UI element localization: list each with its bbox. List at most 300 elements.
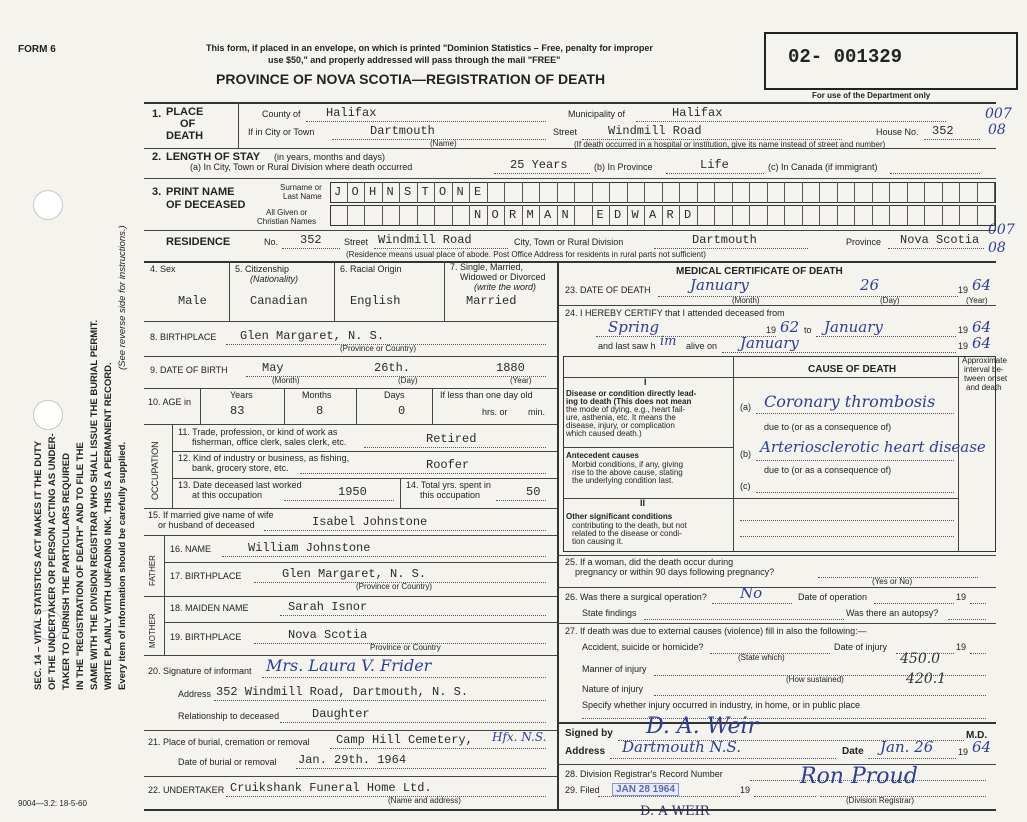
residence-street: Windmill Road bbox=[378, 233, 472, 247]
city-value: Dartmouth bbox=[370, 124, 435, 138]
undertaker-line bbox=[226, 796, 546, 797]
residence-province-label: Province bbox=[846, 237, 882, 247]
other-3: related to the disease or condi- bbox=[572, 529, 682, 538]
specify-label: Specify whether injury occurred in industry, in home, or in public place bbox=[582, 700, 860, 710]
place-num: 1. bbox=[152, 108, 162, 120]
marital-value: Married bbox=[466, 294, 517, 308]
surname-cell bbox=[558, 182, 576, 203]
rule bbox=[144, 535, 557, 536]
surname-cell bbox=[610, 182, 628, 203]
q23-month: January bbox=[690, 276, 749, 294]
dob-day: 26th. bbox=[374, 361, 411, 375]
rule bbox=[144, 776, 557, 777]
rule bbox=[144, 508, 557, 509]
interval-4: and death bbox=[966, 383, 1002, 392]
sig-address-label: Address bbox=[565, 746, 606, 757]
q26-value: No bbox=[740, 584, 763, 602]
dept-code-3: 007 bbox=[988, 222, 1015, 238]
side-text-line-3: TAKER TO FURNISH THE PARTICULARS REQUIRED bbox=[61, 453, 72, 690]
birthplace-caption: (Province or Country) bbox=[340, 344, 417, 353]
house-label: House No. bbox=[876, 127, 919, 137]
q23-label: 23. DATE OF DEATH bbox=[565, 285, 651, 295]
q13-line bbox=[284, 500, 394, 501]
registrar-caption: (Division Registrar) bbox=[846, 796, 915, 805]
physician-signature: D. A. Weir bbox=[646, 714, 759, 739]
marital-label-3: (write the word) bbox=[474, 282, 537, 292]
ante-2: Morbid conditions, if any, giving bbox=[572, 460, 684, 469]
surname-cell bbox=[680, 182, 698, 203]
direct-6: which caused death.) bbox=[566, 429, 642, 438]
alive-on-line bbox=[722, 352, 956, 353]
binder-hole bbox=[33, 190, 63, 220]
state-findings-label: State findings bbox=[582, 608, 637, 618]
age-months-label: Months bbox=[302, 390, 332, 400]
surname-label-2: Last Name bbox=[283, 192, 322, 201]
rule bbox=[557, 764, 996, 765]
divider bbox=[400, 478, 401, 508]
column-divider bbox=[557, 261, 559, 809]
dob-label: 9. DATE OF BIRTH bbox=[150, 365, 228, 375]
cause-b-line bbox=[756, 460, 954, 461]
burial-date-line bbox=[296, 768, 546, 769]
q24-from-year: 62 bbox=[780, 318, 800, 336]
dept-code-1: 007 bbox=[985, 106, 1012, 122]
rule bbox=[557, 623, 996, 624]
rule bbox=[557, 722, 996, 724]
surname-cell bbox=[890, 182, 908, 203]
date-injury-prefix: 19 bbox=[956, 642, 967, 652]
q24-to-year-prefix: 19 bbox=[958, 325, 969, 335]
birthplace-label: 8. BIRTHPLACE bbox=[150, 332, 217, 342]
surname-cell bbox=[575, 182, 593, 203]
signed-by-label: Signed by bbox=[565, 728, 613, 739]
pregnancy-yes-no: (Yes or No) bbox=[872, 577, 913, 586]
cause-a-value: Coronary thrombosis bbox=[764, 392, 936, 411]
residence-label: RESIDENCE bbox=[166, 236, 231, 248]
autopsy-label: Was there an autopsy? bbox=[846, 608, 939, 618]
other-line-2 bbox=[740, 536, 954, 537]
date-operation-label: Date of operation bbox=[798, 592, 868, 602]
surname-cell bbox=[925, 182, 943, 203]
q12-label-2: bank, grocery store, etc. bbox=[192, 463, 289, 473]
residence-street-line bbox=[374, 248, 508, 249]
registration-number: 02- 001329 bbox=[788, 46, 903, 68]
q23-year-caption: (Year) bbox=[966, 296, 988, 305]
date-operation-prefix: 19 bbox=[956, 592, 967, 602]
sex-label: 4. Sex bbox=[150, 264, 176, 274]
spouse-line bbox=[264, 530, 546, 531]
sig-address-line bbox=[610, 758, 836, 759]
q29-label: 29. Filed bbox=[565, 785, 600, 795]
rule bbox=[172, 451, 557, 452]
burial-date: Jan. 29th. 1964 bbox=[298, 753, 407, 767]
given-name-letter: D bbox=[684, 208, 692, 222]
interval-1: Approximate bbox=[962, 356, 1007, 365]
surname-cell bbox=[960, 182, 978, 203]
interval-2: interval be- bbox=[964, 365, 1004, 374]
burial-place-handwritten: Hfx. N.S. bbox=[492, 730, 547, 744]
house-value: 352 bbox=[932, 124, 954, 138]
age-days-label: Days bbox=[384, 390, 405, 400]
given-name-cell bbox=[943, 205, 961, 226]
city-caption: (Name) bbox=[430, 139, 457, 148]
divider bbox=[432, 388, 433, 424]
q24-from: Spring bbox=[608, 318, 660, 336]
city-label: If in City or Town bbox=[248, 127, 315, 137]
place-label-3: DEATH bbox=[166, 130, 204, 142]
informant-address-line bbox=[214, 700, 546, 701]
q13-value: 1950 bbox=[338, 485, 367, 499]
cause-a-label: (a) bbox=[740, 402, 751, 412]
dob-year: 1880 bbox=[496, 361, 525, 375]
due-to-2: due to (or as a consequence of) bbox=[764, 465, 892, 475]
age-years-label: Years bbox=[230, 390, 253, 400]
given-name-cell bbox=[803, 205, 821, 226]
divider bbox=[229, 261, 230, 321]
age-days: 0 bbox=[398, 404, 406, 418]
county-line bbox=[306, 121, 546, 122]
registrar-initials: D. A WEIR bbox=[640, 804, 710, 819]
stay-c-line bbox=[890, 173, 980, 174]
cause-a-line bbox=[756, 413, 954, 414]
cause-b-label: (b) bbox=[740, 449, 751, 459]
side-text-line-8: Every item of information should be carefully supplied. bbox=[117, 441, 128, 690]
given-name-letter: A bbox=[649, 208, 657, 222]
surname-letter: O bbox=[439, 185, 447, 199]
surname-cell bbox=[978, 182, 996, 203]
rule bbox=[557, 555, 996, 556]
q24-to-label: to bbox=[804, 325, 812, 335]
frame-top bbox=[144, 102, 996, 104]
surname-cell bbox=[785, 182, 803, 203]
date-operation-line bbox=[874, 603, 954, 604]
name-label-2: OF DECEASED bbox=[166, 199, 246, 211]
surname-letter: J bbox=[334, 185, 342, 199]
residence-note: (Residence means usual place of abode. Post Office Address for residents in rural parts not sufficient) bbox=[346, 250, 706, 259]
citizenship-label: 5. Citizenship bbox=[235, 264, 290, 274]
q29-year-prefix: 19 bbox=[740, 785, 751, 795]
given-name-cell bbox=[925, 205, 943, 226]
rule bbox=[563, 447, 733, 448]
q11-label-2: fisherman, office clerk, sales clerk, etc. bbox=[192, 437, 347, 447]
q14-line bbox=[496, 500, 546, 501]
sex-value: Male bbox=[178, 294, 207, 308]
side-text-line-2: OF THE UNDERTAKER OR PERSON ACTING AS UNDER- bbox=[47, 433, 58, 690]
surname-cell bbox=[663, 182, 681, 203]
q24-label: 24. I HEREBY CERTIFY that I attended deceased from bbox=[565, 308, 785, 318]
rule bbox=[144, 356, 557, 357]
divider bbox=[444, 261, 445, 321]
surname-letter: T bbox=[421, 185, 429, 199]
other-2: contributing to the death, but not bbox=[572, 521, 687, 530]
registrar-signature: Ron Proud bbox=[800, 764, 918, 789]
informant-signature: Mrs. Laura V. Frider bbox=[266, 656, 432, 675]
direct-3: the mode of dying, e.g., heart fail- bbox=[566, 405, 686, 414]
q19-label: 19. BIRTHPLACE bbox=[170, 632, 242, 642]
q23-month-caption: (Month) bbox=[732, 296, 760, 305]
rule bbox=[563, 377, 958, 378]
surname-letter: H bbox=[369, 185, 377, 199]
side-text-line-7: (See reverse side for instructions.) bbox=[117, 225, 128, 370]
informant-signature-line bbox=[262, 677, 546, 678]
municipality-value: Halifax bbox=[672, 106, 723, 120]
given-label-2: Christian Names bbox=[257, 217, 317, 226]
surname-label-1: Surname or bbox=[280, 183, 322, 192]
ante-4: the underlying condition last. bbox=[572, 476, 674, 485]
md-label: M.D. bbox=[966, 730, 988, 741]
age-under-label-2: hrs. or bbox=[482, 407, 508, 417]
father-birthplace-caption: (Province or Country) bbox=[356, 582, 433, 591]
municipality-line bbox=[636, 121, 946, 122]
county-value: Halifax bbox=[326, 106, 377, 120]
occupation-side-label: OCCUPATION bbox=[150, 441, 160, 500]
sig-address: Dartmouth N.S. bbox=[622, 738, 741, 756]
age-under-label-1: If less than one day old bbox=[440, 390, 533, 400]
surname-cell bbox=[820, 182, 838, 203]
given-name-cell bbox=[698, 205, 716, 226]
given-name-cell bbox=[838, 205, 856, 226]
given-name-cell bbox=[453, 205, 471, 226]
surname-cell bbox=[768, 182, 786, 203]
street-value: Windmill Road bbox=[608, 124, 702, 138]
q14-label-2: this occupation bbox=[420, 490, 481, 500]
cause-header: CAUSE OF DEATH bbox=[808, 364, 897, 375]
cause-c-label: (c) bbox=[740, 481, 751, 491]
stay-b-label: (b) In Province bbox=[594, 162, 653, 172]
given-name-letter: R bbox=[509, 208, 517, 222]
citizenship-value: Canadian bbox=[250, 294, 308, 308]
stay-a-value: 25 Years bbox=[510, 158, 568, 172]
origin-value: English bbox=[350, 294, 401, 308]
rule bbox=[563, 498, 958, 499]
other-4: tion causing it. bbox=[572, 537, 624, 546]
rule bbox=[557, 305, 996, 306]
rule bbox=[144, 178, 996, 179]
mother-side-label: MOTHER bbox=[148, 613, 157, 648]
q26-line bbox=[712, 603, 792, 604]
rule bbox=[144, 424, 557, 425]
stay-label: LENGTH OF STAY bbox=[166, 151, 261, 163]
state-which: (State which) bbox=[738, 653, 785, 662]
roman-1: I bbox=[644, 377, 647, 387]
q11-label-1: 11. Trade, profession, or kind of work as bbox=[178, 427, 338, 437]
citizenship-sub: (Nationality) bbox=[250, 274, 299, 284]
stay-note: (in years, months and days) bbox=[274, 152, 386, 162]
given-name-cell bbox=[435, 205, 453, 226]
house-line bbox=[924, 139, 980, 140]
direct-5: disease, injury, or complication bbox=[566, 421, 675, 430]
q21-label: 21. Place of burial, cremation or removal bbox=[148, 737, 310, 747]
divider bbox=[334, 261, 335, 321]
given-name-cell bbox=[785, 205, 803, 226]
mother-birthplace: Nova Scotia bbox=[288, 628, 368, 642]
surname-cell bbox=[838, 182, 856, 203]
name-label-1: PRINT NAME bbox=[166, 186, 235, 198]
ante-3: rise to the above cause, stating bbox=[572, 468, 683, 477]
filed-stamp: JAN 28 1964 bbox=[612, 783, 679, 796]
q12-value: Roofer bbox=[426, 458, 470, 472]
stay-a-label: (a) In City, Town or Rural Division where death occurred bbox=[190, 162, 413, 172]
q25-label-1: 25. If a woman, did the death occur during bbox=[565, 557, 734, 567]
date-injury-year-line bbox=[970, 653, 986, 654]
given-name-cell bbox=[873, 205, 891, 226]
surname-cell bbox=[645, 182, 663, 203]
ante-1: Antecedent causes bbox=[566, 451, 639, 460]
given-name-cell bbox=[365, 205, 383, 226]
rule bbox=[144, 148, 996, 149]
mother-name: Sarah Isnor bbox=[288, 600, 368, 614]
father-birthplace: Glen Margaret, N. S. bbox=[282, 567, 427, 581]
street-label: Street bbox=[553, 127, 578, 137]
q20-label: 20. Signature of informant bbox=[148, 666, 252, 676]
manner-code: 450.0 bbox=[900, 651, 941, 667]
divider bbox=[733, 356, 734, 552]
q28-label: 28. Division Registrar's Record Number bbox=[565, 769, 723, 779]
rule bbox=[172, 478, 557, 479]
manner-label: Manner of injury bbox=[582, 664, 647, 674]
q14-label-1: 14. Total yrs. spent in bbox=[406, 480, 491, 490]
age-label: 10. AGE in bbox=[148, 397, 192, 407]
surname-cell bbox=[908, 182, 926, 203]
dob-day-caption: (Day) bbox=[398, 376, 418, 385]
q23-day-caption: (Day) bbox=[880, 296, 900, 305]
given-name-cell bbox=[715, 205, 733, 226]
rule bbox=[144, 261, 996, 263]
rule bbox=[164, 622, 557, 623]
q27-label: 27. If death was due to external causes (violence) fill in also the following:— bbox=[565, 626, 867, 636]
q24-from-year-prefix: 19 bbox=[766, 325, 777, 335]
mother-birthplace-caption: Province or Country bbox=[370, 643, 441, 652]
q11-line bbox=[364, 447, 546, 448]
autopsy-line bbox=[948, 619, 986, 620]
origin-label: 6. Racial Origin bbox=[340, 264, 402, 274]
given-name-cell bbox=[400, 205, 418, 226]
residence-no-label: No. bbox=[264, 237, 279, 247]
specify-line bbox=[582, 718, 986, 719]
interval-3: tween onset bbox=[964, 374, 1008, 383]
last-saw-suffix: im bbox=[660, 334, 677, 349]
q24-to-year: 64 bbox=[972, 318, 992, 336]
nature-code: 420.1 bbox=[906, 671, 947, 687]
q16-line bbox=[222, 556, 546, 557]
surname-letter: N bbox=[456, 185, 464, 199]
municipality-label: Municipality of bbox=[568, 109, 626, 119]
dob-year-caption: (Year) bbox=[510, 376, 532, 385]
rule bbox=[557, 587, 996, 588]
father-name: William Johnstone bbox=[248, 541, 371, 555]
direct-2: ing to death (This does not mean bbox=[566, 397, 692, 406]
q25-label-2: pregnancy or within 90 days following pregnancy? bbox=[575, 567, 775, 577]
cause-b-value: Arteriosclerotic heart disease bbox=[760, 438, 986, 456]
dob-month: May bbox=[262, 361, 284, 375]
q29-line bbox=[598, 796, 740, 797]
q24-to-line bbox=[816, 336, 956, 337]
surname-cell bbox=[750, 182, 768, 203]
sig-date: Jan. 26 bbox=[880, 738, 934, 756]
dept-code-4: 08 bbox=[988, 240, 1006, 256]
mail-notice-1: This form, if placed in an envelope, on which is printed "Dominion Statistics – Free, penalty for improper bbox=[206, 43, 653, 53]
q18-line bbox=[280, 615, 546, 616]
given-label-1: All Given or bbox=[266, 208, 308, 217]
surname-letter: E bbox=[474, 185, 482, 199]
burial-date-label: Date of burial or removal bbox=[178, 757, 277, 767]
relationship-label: Relationship to deceased bbox=[178, 711, 280, 721]
binder-hole bbox=[33, 400, 63, 430]
q23-day: 26 bbox=[860, 276, 880, 294]
q16-label: 16. NAME bbox=[170, 544, 212, 554]
surname-cell bbox=[943, 182, 961, 203]
direct-4: ure, asthenia, etc. It means the bbox=[566, 413, 676, 422]
print-code: 9004—3.2: 18-5-60 bbox=[18, 799, 87, 808]
surname-letter: O bbox=[351, 185, 359, 199]
date-injury-label: Date of injury bbox=[834, 642, 888, 652]
given-name-letter: W bbox=[631, 208, 639, 222]
county-label: County of bbox=[262, 109, 301, 119]
given-name-letter: A bbox=[544, 208, 552, 222]
given-name-letter: O bbox=[491, 208, 499, 222]
other-line-1 bbox=[740, 520, 954, 521]
given-name-cell bbox=[978, 205, 996, 226]
nature-line bbox=[654, 695, 986, 696]
residence-no: 352 bbox=[300, 233, 322, 247]
rule bbox=[144, 230, 996, 231]
surname-cell bbox=[733, 182, 751, 203]
burial-place: Camp Hill Cemetery, bbox=[336, 733, 473, 747]
side-text-line-1: SEC. 14 – VITAL STATISTICS ACT MAKES IT THE DUTY bbox=[33, 440, 44, 690]
registration-number-box bbox=[764, 32, 1018, 90]
age-months: 8 bbox=[316, 404, 324, 418]
side-text-line-4: IN THE "REGISTRATION OF DEATH" AND TO FILE THE bbox=[75, 442, 86, 690]
surname-cell bbox=[593, 182, 611, 203]
surname-cell bbox=[715, 182, 733, 203]
form-title: PROVINCE OF NOVA SCOTIA—REGISTRATION OF DEATH bbox=[216, 71, 606, 87]
q23-year: 64 bbox=[972, 276, 992, 294]
marital-label-1: 7. Single, Married, bbox=[450, 262, 524, 272]
accident-label: Accident, suicide or homicide? bbox=[582, 642, 704, 652]
side-text-line-6: WRITE PLAINLY WITH UNFADING INK. THIS IS A PERMANENT RECORD. bbox=[103, 362, 114, 690]
stay-c-label: (c) In Canada (if immigrant) bbox=[768, 162, 878, 172]
form-number: FORM 6 bbox=[18, 44, 56, 55]
residence-city-line bbox=[654, 248, 808, 249]
name-num: 3. bbox=[152, 186, 162, 198]
date-operation-year-line bbox=[970, 603, 986, 604]
rule bbox=[144, 388, 557, 389]
medical-title: MEDICAL CERTIFICATE OF DEATH bbox=[676, 266, 843, 277]
how-sustained: (How sustained) bbox=[786, 675, 844, 684]
state-findings-line bbox=[644, 619, 844, 620]
surname-cell bbox=[488, 182, 506, 203]
residence-province-line bbox=[888, 248, 984, 249]
informant-address-label: Address bbox=[178, 689, 212, 699]
sig-date-label: Date bbox=[842, 746, 864, 757]
alive-on-label: alive on bbox=[686, 341, 718, 351]
roman-2: II bbox=[640, 498, 646, 508]
surname-cell bbox=[803, 182, 821, 203]
residence-no-line bbox=[282, 248, 340, 249]
spouse-value: Isabel Johnstone bbox=[312, 515, 428, 529]
given-name-cell bbox=[750, 205, 768, 226]
given-name-cell bbox=[383, 205, 401, 226]
given-name-cell bbox=[575, 205, 593, 226]
nature-label: Nature of injury bbox=[582, 684, 644, 694]
burial-place-line bbox=[330, 748, 546, 749]
sig-date-line bbox=[868, 758, 956, 759]
surname-cell bbox=[855, 182, 873, 203]
age-years: 83 bbox=[230, 404, 245, 418]
q18-label: 18. MAIDEN NAME bbox=[170, 603, 249, 613]
q12-label-1: 12. Kind of industry or business, as fishing, bbox=[178, 453, 350, 463]
given-name-cell bbox=[855, 205, 873, 226]
